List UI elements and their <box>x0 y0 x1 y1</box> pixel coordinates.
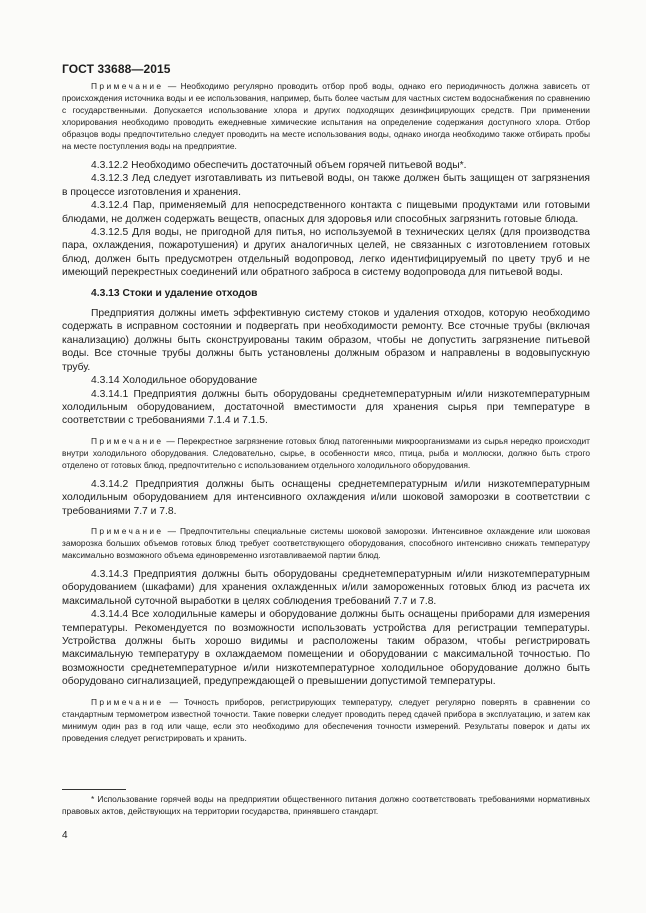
note-water-sampling <box>62 80 590 152</box>
note-lead: Примечание <box>91 525 164 536</box>
note-cross-contamination <box>62 435 590 471</box>
paragraph-4-3-13: Предприятия должны иметь эффективную систему стоков и удаления отходов, которую необходимо содержать в исправном состоянии и подвергать при необходимости ремонту. Все сточные трубы (включая канализацию) должны быть сконструированы таким образом, чтобы не допустить загрязнение питьевой воды. Все сточные трубы должны быть установлены должным образом и направлены в водовыпускную трубу. <box>62 308 590 373</box>
paragraph-4-3-14-2: 4.3.14.2 Предприятия должны быть оснащены среднетемпературным и/или низкотемпературным холодильным оборудованием для интенсивного охлаждения и/или шоковой заморозки в соответствии с требованиями 7.7 и 7.8. <box>62 478 590 517</box>
footnote: * Использование горячей воды на предприятии общественного питания должно соответствовать требованиями нормативных правовых актов, действующих на территории государства, принявшего стандарт. <box>62 794 590 816</box>
document-header: ГОСТ 33688—2015 <box>62 62 171 76</box>
paragraph-4-3-12-2: 4.3.12.2 Необходимо обеспечить достаточный объем горячей питьевой воды*. <box>91 160 467 171</box>
note-lead: Примечание <box>91 435 164 446</box>
note-text: — Перекрестное загрязнение готовых блюд патогенными микроорганизмами из сырья нередко происходит внутри холодильного оборудования. Следовательно, сырье, в особенности мясо, птица, рыба и моллюски, должно быть строго отделено от готовых блюд, предпочтительно с использованием отдельного холодильного оборудования. <box>62 435 590 470</box>
note-text: — Точность приборов, регистрирующих температуру, следует регулярно поверять в сравнении со стандартным термометром известной точности. Такие поверки следует проводить перед сдачей прибора в эксплуатацию, и затем как минимум один раз в год или чаще, если это необходимо для обеспечения точности измерений. Результаты поверок и даты их проведения следует регистрировать и хранить. <box>62 696 590 743</box>
footnote-divider <box>62 789 126 790</box>
note-text: — Предпочтительны специальные системы шоковой заморозки. Интенсивное охлаждение или шоковая заморозка больших объемов готовых блюд требует соответствующего оборудования, способного интенсивно снижать температуру максимально возможного объема единовременно изготавливаемой партии блюд. <box>62 525 590 560</box>
paragraph-4-3-12-3: 4.3.12.3 Лед следует изготавливать из питьевой воды, он также должен быть защищен от загрязнения в процессе изготовления и хранения. <box>62 173 590 198</box>
paragraph-4-3-12-5: 4.3.12.5 Для воды, не пригодной для питья, но используемой в технических целях (для производства пара, охлаждения, пожаротушения) и других аналогичных целей, не связанных с изготовлением готовых блюд, должен быть предусмотрен отдельный водопровод, легко идентифицируемый по цвету труб и не имеющий перекрестных соединений или обратного заброса в систему водопровода для питьевой воды. <box>62 227 590 279</box>
paragraph-4-3-14-4: 4.3.14.4 Все холодильные камеры и оборудование должны быть оснащены приборами для измерения температуры. Рекомендуется по возможности использовать устройства для регистрации температуры. Устройства должны быть хорошо видимы и расположены таким образом, чтобы регистрировать максимальную температуру в охлаждаемом помещении и оборудовании с максимальной точностью. По возможности среднетемпературное и/или низкотемпературное холодильное оборудование должно быть оборудовано сигнализацией, предупреждающей о превышении допустимой температуры. <box>62 609 590 688</box>
note-shock-freezing <box>62 525 590 561</box>
note-text: — Необходимо регулярно проводить отбор проб воды, однако его периодичность должна зависеть от происхождения источника воды и ее использования, например, быть более частым для частных систем водоснабжения по сравнению с государственными. Допускается использование хлора и других подходящих дезинфицирующих средств. При применении хлорирования необходимо проводить ежедневные химические испытания на определение содержания доступного хлора. Отбор образцов воды предпочтительно следует проводить на месте использования воды, однако иногда необходимо также отбирать пробы на месте поступления воды на предприятие. <box>62 81 590 151</box>
page-number: 4 <box>62 830 68 841</box>
paragraph-4-3-14: 4.3.14 Холодильное оборудование <box>91 375 258 387</box>
note-lead: Примечание <box>91 696 164 707</box>
page-content <box>62 80 590 751</box>
section-title-4-3-13: 4.3.13 Стоки и удаление отходов <box>91 287 258 299</box>
note-instrument-accuracy <box>62 696 590 744</box>
note-lead: Примечание <box>91 81 164 91</box>
paragraph-4-3-14-3: 4.3.14.3 Предприятия должны быть оборудованы среднетемпературным и/или низкотемпературным оборудованием (шкафами) для хранения охлажденных и/или замороженных готовых блюд из расчета их максимальной суточной выработки в целях соблюдения требований 7.7 и 7.8. <box>62 568 590 607</box>
paragraph-4-3-12-4: 4.3.12.4 Пар, применяемый для непосредственного контакта с пищевыми продуктами или готовыми блюдами, не должен содержать веществ, опасных для здоровья или способных загрязнить готовые блюда. <box>62 200 590 225</box>
paragraph-4-3-14-1: 4.3.14.1 Предприятия должны быть оборудованы среднетемпературным и/или низкотемпературным холодильным оборудованием, достаточной вместимости для хранения сырья при температуре в соответствии с требованиями 7.1.4 и 7.1.5. <box>62 388 590 427</box>
